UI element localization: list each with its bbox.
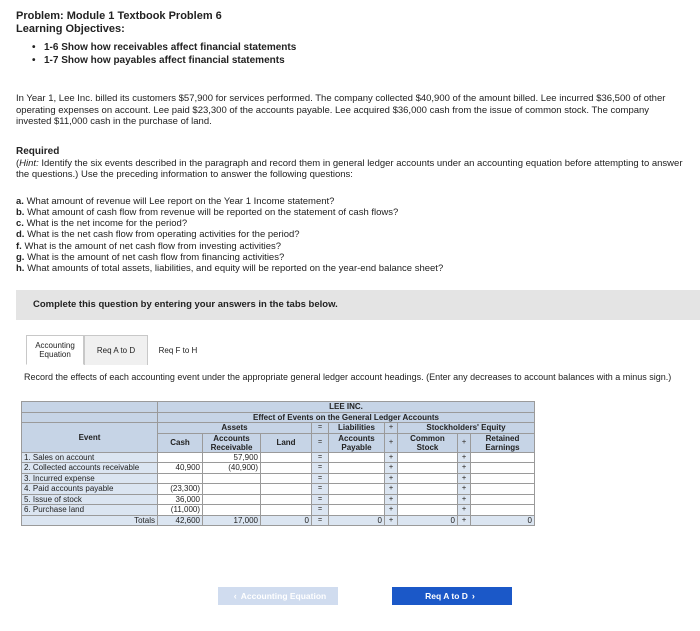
plus-sign: + — [458, 452, 471, 463]
cash-input[interactable]: (23,300) — [158, 484, 203, 495]
land-input[interactable] — [261, 452, 312, 463]
retained-earnings-header: Retained Earnings — [471, 433, 535, 452]
accounts-receivable-input[interactable] — [203, 505, 261, 516]
equals-sign: = — [312, 473, 329, 484]
plus-sign: + — [385, 473, 398, 484]
land-total: 0 — [261, 515, 312, 526]
land-input[interactable] — [261, 505, 312, 516]
problem-text: In Year 1, Lee Inc. billed its customers $57,900 for services performed. The company collected $40,900 of the amount billed. Lee incurred $36,500 of other operating expenses on account. Lee paid $23,300 of the accounts payable. Lee acquired $36,000 cash from the issue of common stock. The company invested $11,000 cash in the purchase of land. — [16, 93, 666, 127]
plus-sign: + — [458, 505, 471, 516]
question-item: b. What amount of cash flow from revenue will be reported on the statement of cash flows? — [16, 206, 399, 218]
accounts-payable-input[interactable] — [329, 505, 385, 516]
next-tab-button[interactable] — [392, 587, 512, 605]
plus-sign: + — [385, 463, 398, 474]
question-item: a. What amount of revenue will Lee report on the Year 1 Income statement? — [16, 195, 335, 207]
event-label: 4. Paid accounts payable — [22, 484, 158, 495]
cash-input[interactable]: 36,000 — [158, 494, 203, 505]
event-label: 1. Sales on account — [22, 452, 158, 463]
retained-earnings-total: 0 — [471, 515, 535, 526]
accounts-payable-input[interactable] — [329, 484, 385, 495]
chevron-left-icon: ‹ — [233, 591, 237, 601]
accounts-receivable-input[interactable] — [203, 484, 261, 495]
table-row — [22, 505, 535, 516]
plus-sign: + — [458, 463, 471, 474]
retained-earnings-input[interactable] — [471, 484, 535, 495]
objective-item: • 1-6 Show how receivables affect financial statements — [34, 41, 684, 54]
land-input[interactable] — [261, 463, 312, 474]
instructions-banner: Complete this question by entering your answers in the tabs below. — [16, 290, 700, 320]
event-label: 6. Purchase land — [22, 505, 158, 516]
accounts-payable-input[interactable] — [329, 494, 385, 505]
ledger-table — [21, 401, 535, 526]
prev-tab-button[interactable] — [218, 587, 338, 605]
event-label: 2. Collected accounts receivable — [22, 463, 158, 474]
common-stock-input[interactable] — [398, 505, 458, 516]
equals-sign: = — [312, 515, 329, 526]
common-stock-header: Common Stock — [398, 433, 458, 452]
cash-input[interactable]: (11,000) — [158, 505, 203, 516]
common-stock-input[interactable] — [398, 463, 458, 474]
question-item: c. What is the net income for the period? — [16, 218, 188, 230]
company-name: LEE INC. — [158, 402, 535, 413]
table-row — [22, 494, 535, 505]
tab-req-a-to-d[interactable]: Req A to D — [84, 335, 148, 365]
common-stock-total: 0 — [398, 515, 458, 526]
accounts-receivable-header: Accounts Receivable — [203, 433, 261, 452]
prev-tab-label: Accounting Equation — [240, 591, 327, 601]
accounts-payable-total: 0 — [329, 515, 385, 526]
plus-sign: + — [458, 433, 471, 452]
accounts-receivable-total: 17,000 — [203, 515, 261, 526]
tab-instruction: Record the effects of each accounting event under the appropriate general ledger account headings. (Enter any decreases to account balances with a minus sign.) — [24, 372, 672, 382]
questions-list — [16, 196, 684, 275]
land-input[interactable] — [261, 473, 312, 484]
equals-sign: = — [312, 494, 329, 505]
cash-total: 42,600 — [158, 515, 203, 526]
accounts-receivable-input[interactable] — [203, 473, 261, 484]
plus-sign: + — [458, 494, 471, 505]
tab-bar — [26, 335, 208, 365]
tab-accounting-equation[interactable]: Accounting Equation — [26, 335, 84, 365]
plus-sign: + — [458, 515, 471, 526]
event-label: 3. Incurred expense — [22, 473, 158, 484]
land-input[interactable] — [261, 494, 312, 505]
common-stock-input[interactable] — [398, 484, 458, 495]
land-header: Land — [261, 433, 312, 452]
header-corner — [22, 402, 158, 413]
accounts-receivable-input[interactable] — [203, 494, 261, 505]
plus-sign: + — [385, 505, 398, 516]
objectives-list — [34, 41, 684, 67]
retained-earnings-input[interactable] — [471, 473, 535, 484]
header-corner — [22, 412, 158, 423]
accounts-payable-header: Accounts Payable — [329, 433, 385, 452]
table-row — [22, 452, 535, 463]
plus-sign: + — [385, 452, 398, 463]
retained-earnings-input[interactable] — [471, 463, 535, 474]
chevron-right-icon: › — [471, 591, 475, 601]
cash-input[interactable] — [158, 452, 203, 463]
plus-sign: + — [385, 515, 398, 526]
objective-item: • 1-7 Show how payables affect financial statements — [34, 54, 684, 67]
event-header: Event — [22, 423, 158, 453]
hint-label: Hint: — [19, 157, 39, 169]
accounts-payable-input[interactable] — [329, 463, 385, 474]
required-hint: (Hint: Identify the six events described in the paragraph and record them in general ledger accounts under an accounting equation before attempting to answer the questions.) Use the preceding information to answer the following questions: — [16, 157, 683, 180]
next-tab-label: Req A to D — [425, 591, 468, 601]
problem-title: Problem: Module 1 Textbook Problem 6 — [16, 10, 222, 22]
plus-sign: + — [385, 423, 398, 434]
accounts-payable-input[interactable] — [329, 452, 385, 463]
land-input[interactable] — [261, 484, 312, 495]
assets-header: Assets — [158, 423, 312, 434]
totals-row — [22, 515, 535, 526]
liabilities-header: Liabilities — [329, 423, 385, 434]
accounts-receivable-input[interactable]: 57,900 — [203, 452, 261, 463]
question-item: f. What is the amount of net cash flow from investing activities? — [16, 240, 282, 252]
question-item: h. What amounts of total assets, liabilities, and equity will be reported on the year-end balance sheet? — [16, 263, 444, 275]
table-subtitle: Effect of Events on the General Ledger Accounts — [158, 412, 535, 423]
plus-sign: + — [385, 433, 398, 452]
question-item: d. What is the net cash flow from operating activities for the period? — [16, 229, 300, 241]
retained-earnings-input[interactable] — [471, 452, 535, 463]
common-stock-input[interactable] — [398, 452, 458, 463]
accounts-payable-input[interactable] — [329, 473, 385, 484]
objectives-label: Learning Objectives: — [16, 23, 125, 35]
retained-earnings-input[interactable] — [471, 494, 535, 505]
plus-sign: + — [385, 494, 398, 505]
equals-sign: = — [312, 452, 329, 463]
plus-sign: + — [385, 484, 398, 495]
table-row — [22, 484, 535, 495]
plus-sign: + — [458, 484, 471, 495]
equals-sign: = — [312, 423, 329, 434]
equity-header: Stockholders' Equity — [398, 423, 535, 434]
cash-header: Cash — [158, 433, 203, 452]
accounts-receivable-input[interactable]: (40,900) — [203, 463, 261, 474]
equals-sign: = — [312, 463, 329, 474]
table-row — [22, 463, 535, 474]
event-label: 5. Issue of stock — [22, 494, 158, 505]
plus-sign: + — [458, 473, 471, 484]
tabs-panel — [16, 320, 700, 631]
equals-sign: = — [312, 484, 329, 495]
table-row — [22, 473, 535, 484]
cash-input[interactable] — [158, 473, 203, 484]
equals-sign: = — [312, 505, 329, 516]
hint-text: Identify the six events described in the paragraph and record them in general ledger accounts under an accounting equation before attempting to answer the questions.) Use the preceding information to answer the following questions: — [16, 157, 683, 180]
required-heading: Required — [16, 145, 60, 157]
cash-input[interactable]: 40,900 — [158, 463, 203, 474]
tab-req-f-to-h[interactable]: Req F to H — [158, 345, 198, 355]
common-stock-input[interactable] — [398, 473, 458, 484]
common-stock-input[interactable] — [398, 494, 458, 505]
totals-label: Totals — [22, 515, 158, 526]
retained-earnings-input[interactable] — [471, 505, 535, 516]
equals-sign: = — [312, 433, 329, 452]
question-item: g. What is the amount of net cash flow from financing activities? — [16, 251, 285, 263]
